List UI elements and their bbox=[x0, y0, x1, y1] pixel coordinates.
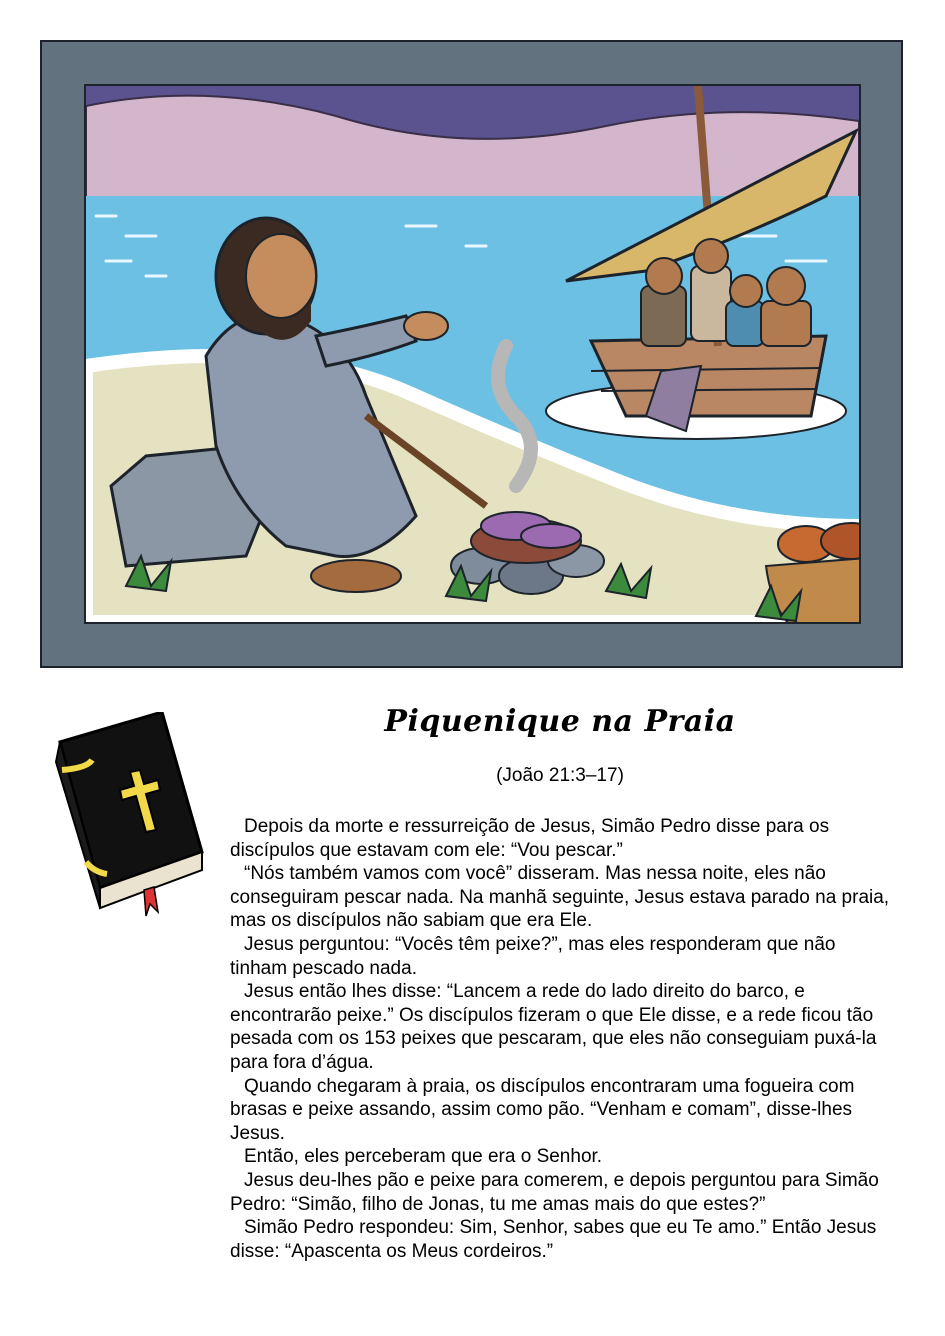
bread-basket bbox=[766, 523, 859, 622]
story-paragraph: Quando chegaram à praia, os discípulos encontraram uma fogueira com brasas e peixe assando, assim como pão. “Venham e comam”, disse-lhes Jesus. bbox=[230, 1075, 855, 1144]
illustration-frame bbox=[40, 40, 903, 668]
sandal bbox=[311, 560, 401, 592]
story-paragraph: Jesus deu-lhes pão e peixe para comerem, e depois perguntou para Simão Pedro: “Simão, filho de Jonas, tu me amas mais do que estes?” bbox=[230, 1169, 879, 1215]
story-paragraph: Simão Pedro respondeu: Sim, Senhor, sabes que eu Te amo.” Então Jesus disse: “Apascenta os Meus cordeiros.” bbox=[230, 1217, 877, 1262]
story-paragraph: Jesus perguntou: “Vocês têm peixe?”, mas eles responderam que não tinham pescado nada. bbox=[230, 933, 836, 979]
story-paragraph: Depois da morte e ressurreição de Jesus, Simão Pedro disse para os discípulos que estavam com ele: “Vou pescar.” bbox=[230, 816, 830, 861]
story-paragraph: Jesus então lhes disse: “Lancem a rede do lado direito do barco, e encontrarão peixe.” Os discípulos fizeram o que Ele disse, e a rede ficou tão pesada com os 153 peixes que pescaram, que eles não conseguiam puxá-la para fora d’água. bbox=[230, 981, 877, 1073]
beach-scene-illustration bbox=[84, 84, 861, 624]
story-paragraph: Então, eles perceberam que era o Senhor. bbox=[244, 1146, 603, 1168]
story-title: Piquenique na Praia bbox=[384, 704, 736, 739]
jesus-hand bbox=[404, 312, 448, 340]
bible-reference: (João 21:3–17) bbox=[496, 765, 624, 786]
bible-icon bbox=[52, 712, 212, 922]
boat bbox=[591, 336, 826, 416]
story-text bbox=[230, 815, 895, 1263]
story-paragraph: “Nós também vamos com você” disseram. Mas nessa noite, eles não conseguiram pescar nada. Na manhã seguinte, Jesus estava parado na praia, mas os discípulos não sabiam que era Ele. bbox=[230, 863, 890, 932]
